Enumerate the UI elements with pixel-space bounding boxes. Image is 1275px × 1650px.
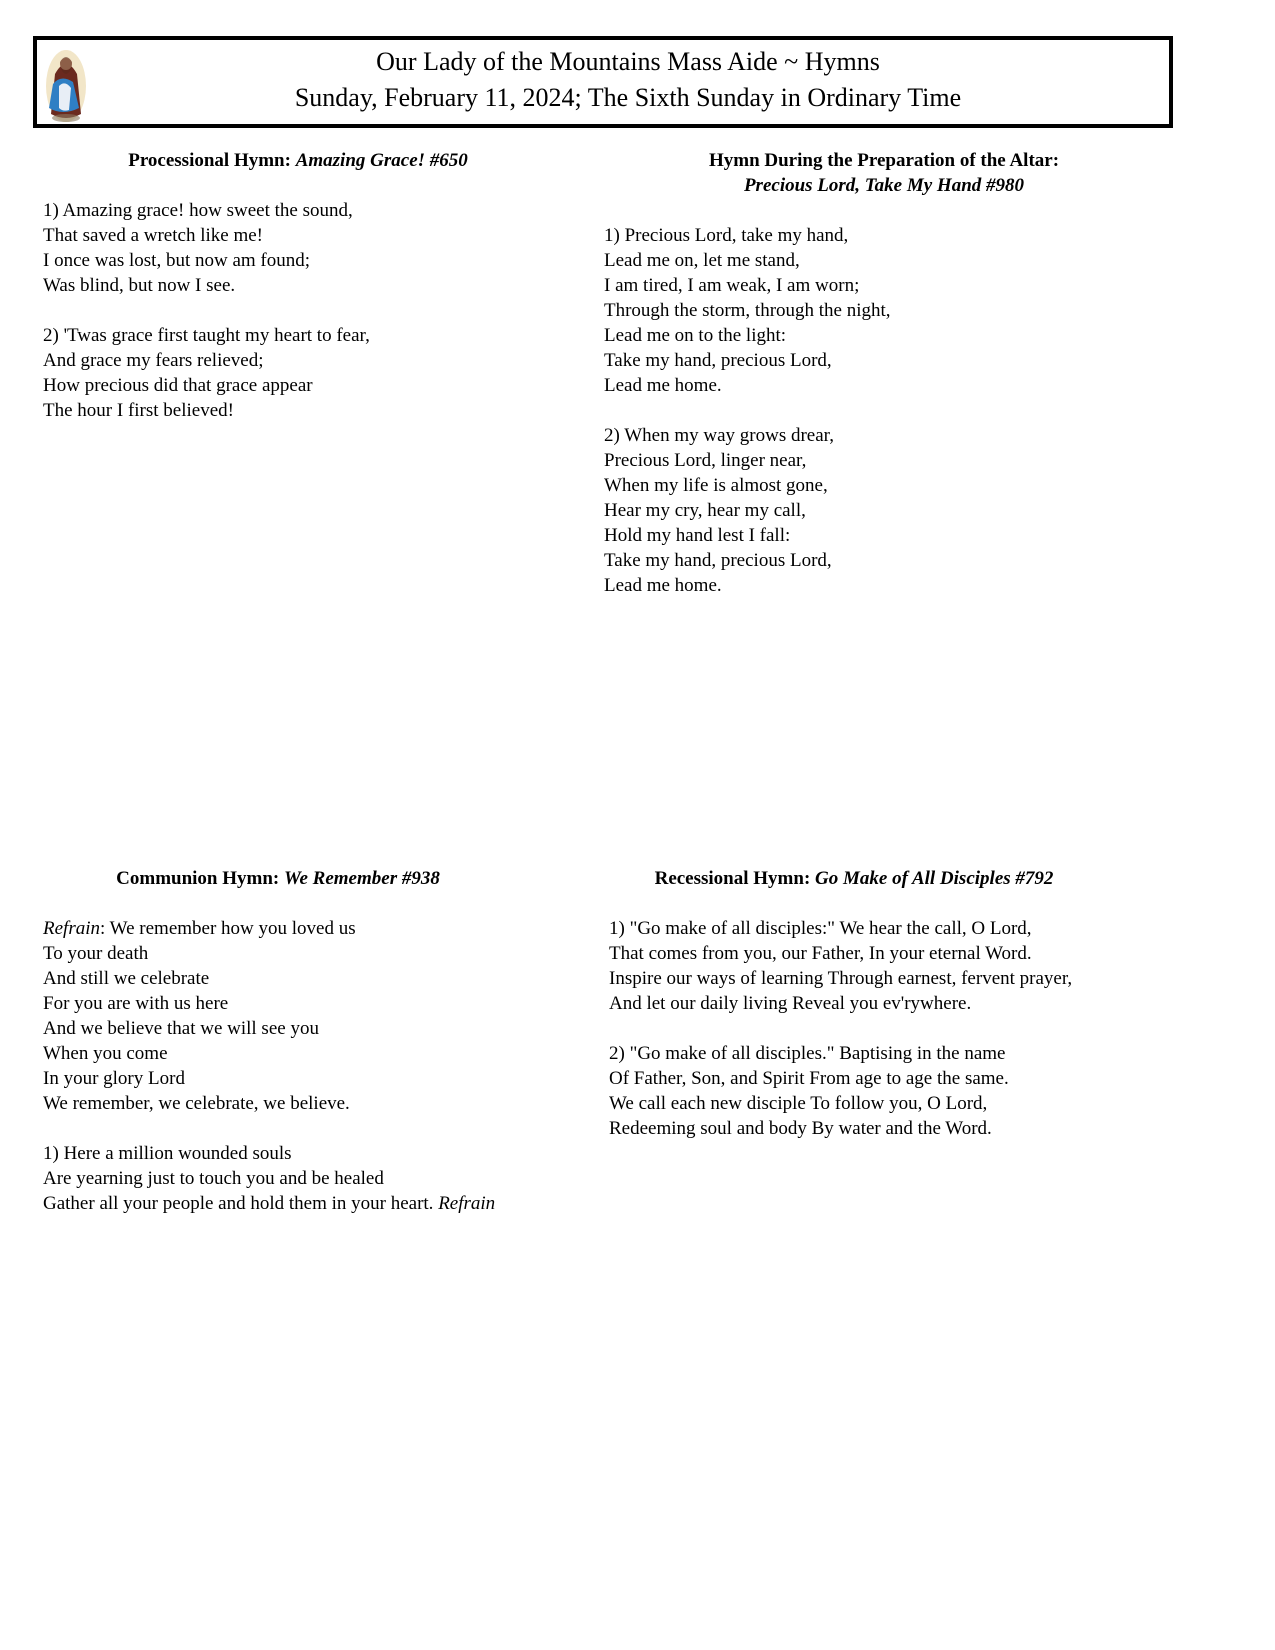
verse: 1) "Go make of all disciples:" We hear the call, O Lord, That comes from you, our Father, In your eternal Word. Inspire our ways of learning Through earnest, fervent prayer, And let our daily living Reveal you ev'rywhere. [609,918,1073,1014]
verse: 1) Amazing grace! how sweet the sound, That saved a wretch like me! I once was lost, but now am found; Was blind, but now I see. [43,200,353,296]
header-title: Our Lady of the Mountains Mass Aide ~ Hymns [376,47,880,76]
verse: 2) "Go make of all disciples." Baptising in the name Of Father, Son, and Spirit From age to age the same. We call each new disciple To follow you, O Lord, Redeeming soul and body By water and the Word. [609,1043,1009,1139]
verse: 1) Precious Lord, take my hand, Lead me on, let me stand, I am tired, I am weak, I am worn; Through the storm, through the night, Lead me on to the light: Take my hand, precious Lord, Lead me home. [604,225,891,396]
preparation-heading: Hymn During the Preparation of the Altar: Precious Lord, Take My Hand #980 [708,150,1060,196]
processional-heading: Processional Hymn: Amazing Grace! #650 [128,150,468,171]
verse: 1) Here a million wounded souls Are yearning just to touch you and be healed Gather all your people and hold them in your heart. Refrain [43,1143,496,1214]
verse: 2) When my way grows drear, Precious Lord, linger near, When my life is almost gone, Hear my cry, hear my call, Hold my hand lest I fall: Take my hand, precious Lord, Lead me home. [604,425,834,596]
header-box [33,36,1173,128]
communion-heading: Communion Hymn: We Remember #938 [116,868,440,889]
communion-hymn [43,866,603,1216]
preparation-hymn [604,148,1164,598]
recessional-hymn [609,866,1169,1141]
header-date: Sunday, February 11, 2024; The Sixth Sunday in Ordinary Time [294,83,962,112]
refrain: Refrain: We remember how you loved us To your death And still we celebrate For you are with us here And we believe that we will see you When you come In your glory Lord We remember, we celebrate, we believe. [43,918,356,1114]
recessional-heading: Recessional Hymn: Go Make of All Disciples #792 [654,868,1054,889]
processional-hymn [43,148,553,423]
verse: 2) 'Twas grace first taught my heart to fear, And grace my fears relieved; How precious did that grace appear The hour I first believed! [43,325,370,421]
madonna-image [39,44,93,124]
